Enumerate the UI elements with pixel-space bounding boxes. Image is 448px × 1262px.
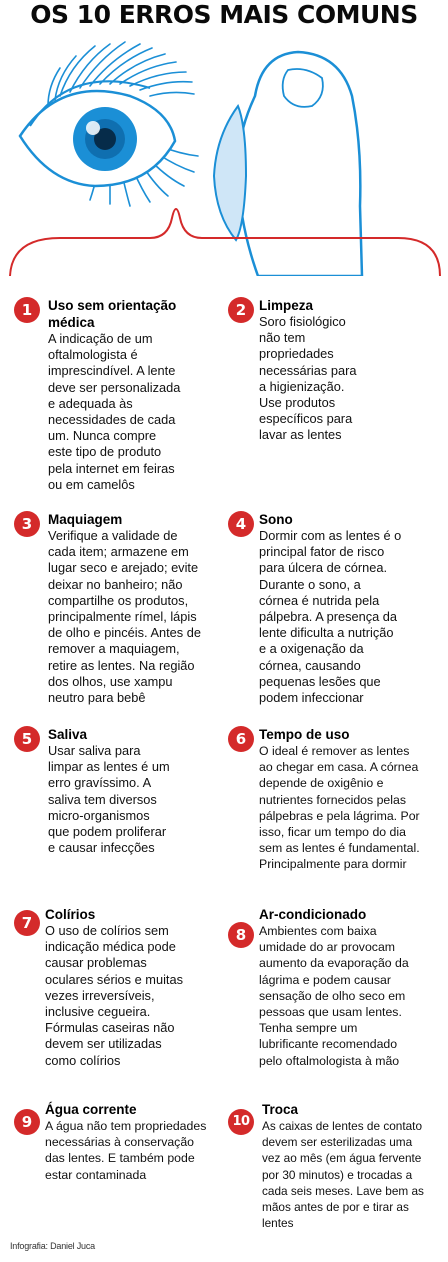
item-text: oftalmologista é [48, 347, 138, 363]
item-title: Sono [259, 512, 293, 527]
item-text: pela internet em feiras [48, 460, 175, 476]
item-text: Dormir com as lentes é o [259, 528, 402, 543]
item-title: Água corrente [45, 1102, 137, 1117]
item-text: lentes [262, 1216, 294, 1231]
item-text: não tem [259, 330, 306, 346]
item-text: propriedades [259, 346, 334, 362]
item-title: Maquiagem [48, 512, 123, 527]
item-text: lente dificulta a nutrição [259, 625, 394, 641]
number-badge: 1 [14, 297, 40, 323]
item-text: As caixas de lentes de contato [262, 1119, 423, 1133]
number-badge: 2 [228, 297, 254, 323]
item-text: ao chegar em casa. A córnea [259, 760, 419, 775]
item-text: pessoas que usam lentes. [259, 1005, 402, 1020]
item-title: Limpeza [259, 298, 314, 313]
item-title: Ar-condicionado [259, 907, 367, 922]
item-text: devem ser utilizadas [45, 1036, 162, 1052]
item-text: Tenha sempre um [259, 1021, 358, 1036]
item-text: específicos para [259, 411, 353, 427]
item-text: depende de oxigênio e [259, 776, 384, 791]
number-badge: 10 [228, 1109, 254, 1135]
item-text: córnea, causando [259, 657, 361, 673]
item-text: das lentes. E também pode [45, 1151, 195, 1166]
item-text: micro-organismos [48, 807, 150, 823]
item-text: Principalmente para dormir [259, 857, 407, 872]
item-text: imprescindível. A lente [48, 363, 176, 379]
item-text: e adequada às [48, 395, 133, 411]
item-text: pelo oftalmologista à mão [259, 1053, 400, 1068]
item-text: pequenas lesões que [259, 673, 381, 689]
item-title: Uso sem orientação [48, 298, 177, 313]
item-title: médica [48, 315, 95, 330]
item-text: lágrima e podem causar [259, 972, 391, 987]
item-text: indicação médica pode [45, 939, 176, 955]
item-text: lavar as lentes [259, 427, 342, 443]
item-text: podem infeccionar [259, 690, 364, 706]
item-text: Usar saliva para [48, 743, 141, 758]
number-badge: 7 [14, 910, 40, 936]
contact-lens [214, 106, 246, 240]
eye-contact-lens-illustration [0, 26, 448, 276]
item-text: estar contaminada [45, 1167, 147, 1182]
item-text: Verifique a validade de [48, 528, 178, 543]
item-text: para úlcera de córnea. [259, 560, 388, 576]
item-text: sensação de olho seco em [259, 988, 406, 1003]
item-text: compartilhe os produtos, [48, 592, 189, 608]
item-text: pálpebras e pela lágrima. Por [259, 808, 420, 823]
item-text: oculares sérios e muitas [45, 971, 183, 987]
item-text: umidade do ar provocam [259, 940, 396, 955]
number-badge: 6 [228, 726, 254, 752]
item-text: córnea é nutrida pela [259, 592, 380, 608]
item-text: sem as lentes é fundamental. [259, 841, 420, 856]
item-text: mãos antes de por e tirar as [262, 1200, 409, 1215]
item-text: retire as lentes. Na região [48, 657, 195, 673]
number-badge: 5 [14, 726, 40, 752]
item-text: neutro para bebê [48, 690, 146, 706]
item-text: nutrientes fornecidos pelas [259, 792, 406, 807]
item-text: A água não tem propriedades [45, 1119, 207, 1133]
item-title: Tempo de uso [259, 727, 350, 742]
item-text: necessidades de cada [48, 412, 176, 428]
item-text: remover a maquiagem, [48, 641, 180, 657]
item-text: Fórmulas caseiras não [45, 1020, 175, 1036]
item-text: Use produtos [259, 395, 336, 411]
item-text: inclusive cegueira. [45, 1004, 151, 1020]
item-text: necessárias à conservação [45, 1135, 195, 1150]
item-text: causar problemas [45, 955, 147, 971]
page-title: OS 10 ERROS MAIS COMUNS [30, 0, 418, 29]
number-badge: 8 [228, 922, 254, 948]
item-title: Troca [262, 1102, 299, 1117]
item-text: principalmente rímel, lápis [48, 609, 197, 625]
item-text: vez ao mês (em água fervente [262, 1151, 422, 1166]
item-text: Durante o sono, a [259, 576, 361, 592]
item-text: vezes irreversíveis, [45, 987, 155, 1003]
item-text: aumento da evaporação da [259, 956, 409, 971]
item-text: ou em camelôs [48, 476, 135, 492]
item-text: cada item; armazene em [48, 544, 189, 560]
item-text: Ambientes com baixa [259, 924, 377, 938]
item-text: limpar as lentes é um [48, 759, 170, 775]
item-text: dos olhos, use xampu [48, 673, 173, 689]
finger [238, 52, 362, 276]
item-text: erro gravíssimo. A [48, 775, 152, 791]
item-text: Soro fisiológico [259, 314, 346, 329]
item-text: deixar no banheiro; não [48, 576, 183, 592]
item-text: devem ser esterilizadas uma [262, 1135, 413, 1150]
number-badge: 3 [14, 511, 40, 537]
item-title: Saliva [48, 727, 88, 742]
item-text: lugar seco e arejado; evite [48, 560, 199, 576]
item-text: A indicação de um [48, 331, 153, 346]
item-text: por 30 minutos) e trocadas a [262, 1167, 413, 1182]
item-text: pálpebra. A presença da [259, 609, 398, 625]
item-text: a higienização. [259, 378, 345, 394]
item-title: Colírios [45, 907, 96, 922]
item-text: que podem proliferar [48, 824, 167, 840]
item-text: cada seis meses. Lave bem as [262, 1183, 424, 1198]
number-badge: 9 [14, 1109, 40, 1135]
item-text: de olho e pincéis. Antes de [48, 625, 201, 641]
item-text: necessárias para [259, 362, 357, 378]
item-text: principal fator de risco [259, 544, 385, 560]
item-text: como colírios [45, 1052, 121, 1068]
item-text: O ideal é remover as lentes [259, 744, 410, 758]
item-text: saliva tem diversos [48, 791, 157, 807]
number-badge: 4 [228, 511, 254, 537]
item-text: e causar infecções [48, 840, 155, 856]
item-text: um. Nunca compre [48, 428, 157, 444]
item-text: lubrificante recomendado [259, 1037, 398, 1052]
item-text: isso, ficar um tempo do dia [259, 825, 406, 840]
item-text: este tipo de produto [48, 444, 162, 460]
item-text: deve ser personalizada [48, 379, 181, 395]
item-text: O uso de colírios sem [45, 923, 169, 938]
credit-line: Infografia: Daniel Juca [10, 1241, 95, 1251]
item-text: e a oxigenação da [259, 641, 364, 657]
